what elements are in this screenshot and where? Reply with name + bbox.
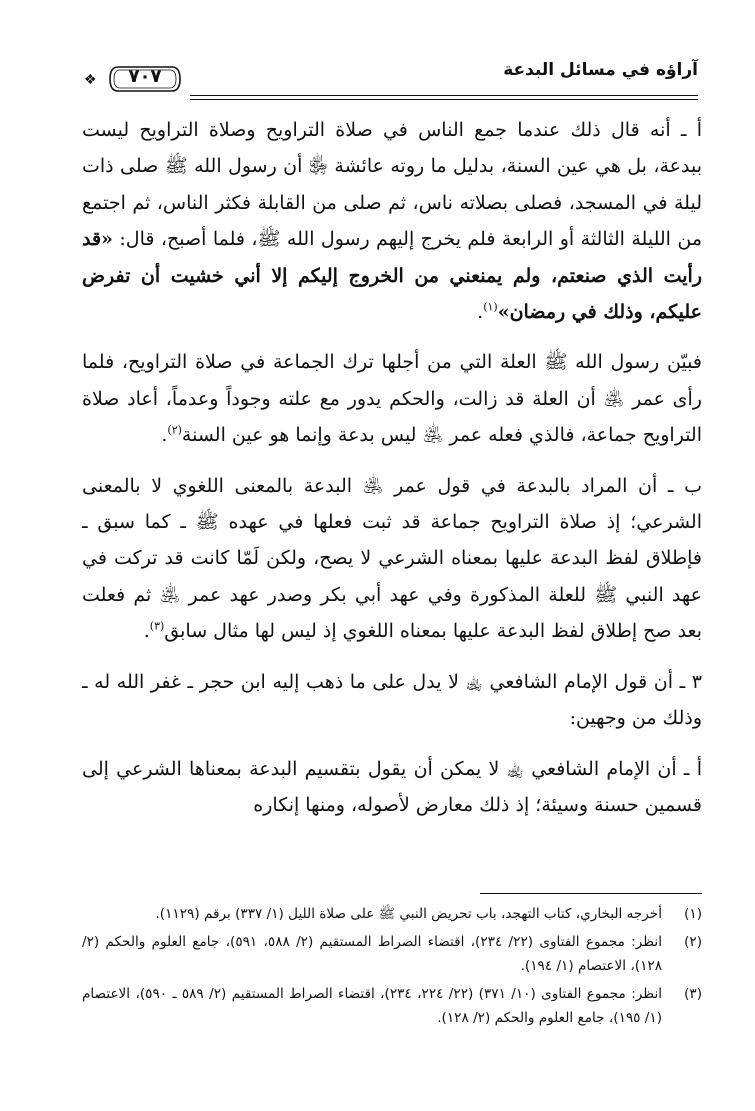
footnote-number: (١) [684, 906, 702, 922]
page-header [86, 58, 698, 102]
footnote [82, 982, 702, 1030]
footnote-ref: (١) [483, 300, 498, 314]
paragraph-end: . [143, 620, 150, 643]
footnote-text: أخرجه البخاري، كتاب التهجد، باب تحريض النبي ﷺ على صلاة الليل (١/ ٣٣٧) برقم (١١٢٩). [155, 906, 662, 922]
footnote-number: (٢) [684, 934, 702, 950]
footnote-text: انظر: مجموع الفتاوى (٢٢/ ٢٣٤)، اقتضاء الصراط المستقيم (٢/ ٥٨٨، ٥٩١)، جامع العلوم والحكم (٢/ ١٢٨)، الاعتصام (١/ ١٩٤). [82, 934, 662, 974]
paragraph [82, 664, 702, 737]
hadith-quote: «قد رأيت الذي صنعتم، ولم يمنعني من الخروج إليكم إلا أني خشيت أن تفرض عليكم، وذلك في رمضان» [82, 228, 702, 324]
footnote-text: انظر: مجموع الفتاوى (١٠/ ٣٧١) (٢٢/ ٢٢٤، ٢٣٤)، اقتضاء الصراط المستقيم (٢/ ٥٨٩ ـ ٥٩٠)، الاعتصام (١/ ١٩٥)، جامع العلوم والحكم (٢/ ١٢٨). [82, 986, 663, 1026]
footnote [82, 902, 702, 926]
paragraph-text: ب ـ أن المراد بالبدعة في قول عمر ﵁ البدعة بالمعنى اللغوي لا بالمعنى الشرعي؛ إذ صلاة التراويح جماعة قد ثبت فعلها في عهده ﷺ ـ كما سبق ـ فإطلاق لفظ البدعة عليها بمعناه الشرعي لا يصح، ولكن لَمّا كانت قد تركت في عهد النبي ﷺ للعلة المذكورة وفي عهد أبي بكر وصدر عهد عمر ﵁ ثم فعلت بعد صح إطلاق لفظ البدعة عليها بمعناه اللغوي إذ ليس لها مثال سابق [82, 474, 702, 643]
footnote-separator [480, 893, 702, 894]
paragraph-text: أ ـ أنه قال ذلك عندما جمع الناس في صلاة التراويح وصلاة التراويح ليست ببدعة، بل هي عين السنة، بدليل ما روته عائشة ﵂ أن رسول الله ﷺ صلى ذات ليلة في المسجد، فصلى بصلاته ناس، ثم صلى من القابلة فكثر الناس، ثم اجتمع من الليلة الثالثة أو الرابعة فلم يخرج إليهم رسول الله ﷺ، فلما أصبح، قال: [82, 119, 702, 251]
footnote-ref: (٣) [149, 619, 165, 633]
paragraph-end: . [477, 301, 484, 324]
running-title: آراؤه في مسائل البدعة [503, 60, 698, 80]
paragraph-end: . [161, 424, 168, 447]
header-rule [190, 95, 698, 96]
paragraph [82, 468, 702, 650]
paragraph-text: أ ـ أن الإمام الشافعي ﵀ لا يمكن أن يقول بتقسيم البدعة بمعناها الشرعي إلى قسمين حسنة وسيئة؛ إذ ذلك معارض لأصوله، ومنها إنكاره [82, 757, 702, 816]
paragraph [82, 344, 702, 453]
main-text [82, 112, 702, 837]
paragraph [82, 112, 702, 330]
page-number: ٧٠٧ [128, 66, 162, 87]
paragraph [82, 751, 702, 824]
footnote [82, 930, 702, 978]
footnotes [82, 902, 702, 1034]
footnote-number: (٣) [684, 986, 702, 1002]
header-rule-double [190, 99, 698, 100]
page-number-frame [108, 64, 182, 94]
footnote-ref: (٢) [167, 423, 182, 437]
paragraph-text: ٣ ـ أن قول الإمام الشافعي ﵀ لا يدل على ما ذهب إليه ابن حجر ـ غفر الله له ـ وذلك من وجهين: [82, 670, 702, 730]
paragraph-text: فبيّن رسول الله ﷺ العلة التي من أجلها ترك الجماعة في صلاة التراويح، فلما رأى عمر ﵁ أن العلة قد زالت، والحكم يدور مع علته وجوداً وعدماً، أعاد صلاة التراويح جماعة، فالذي فعله عمر ﵁ ليس بدعة وإنما هو عين السنة [82, 351, 702, 447]
ornament-diamond-icon: ❖ [84, 72, 97, 88]
